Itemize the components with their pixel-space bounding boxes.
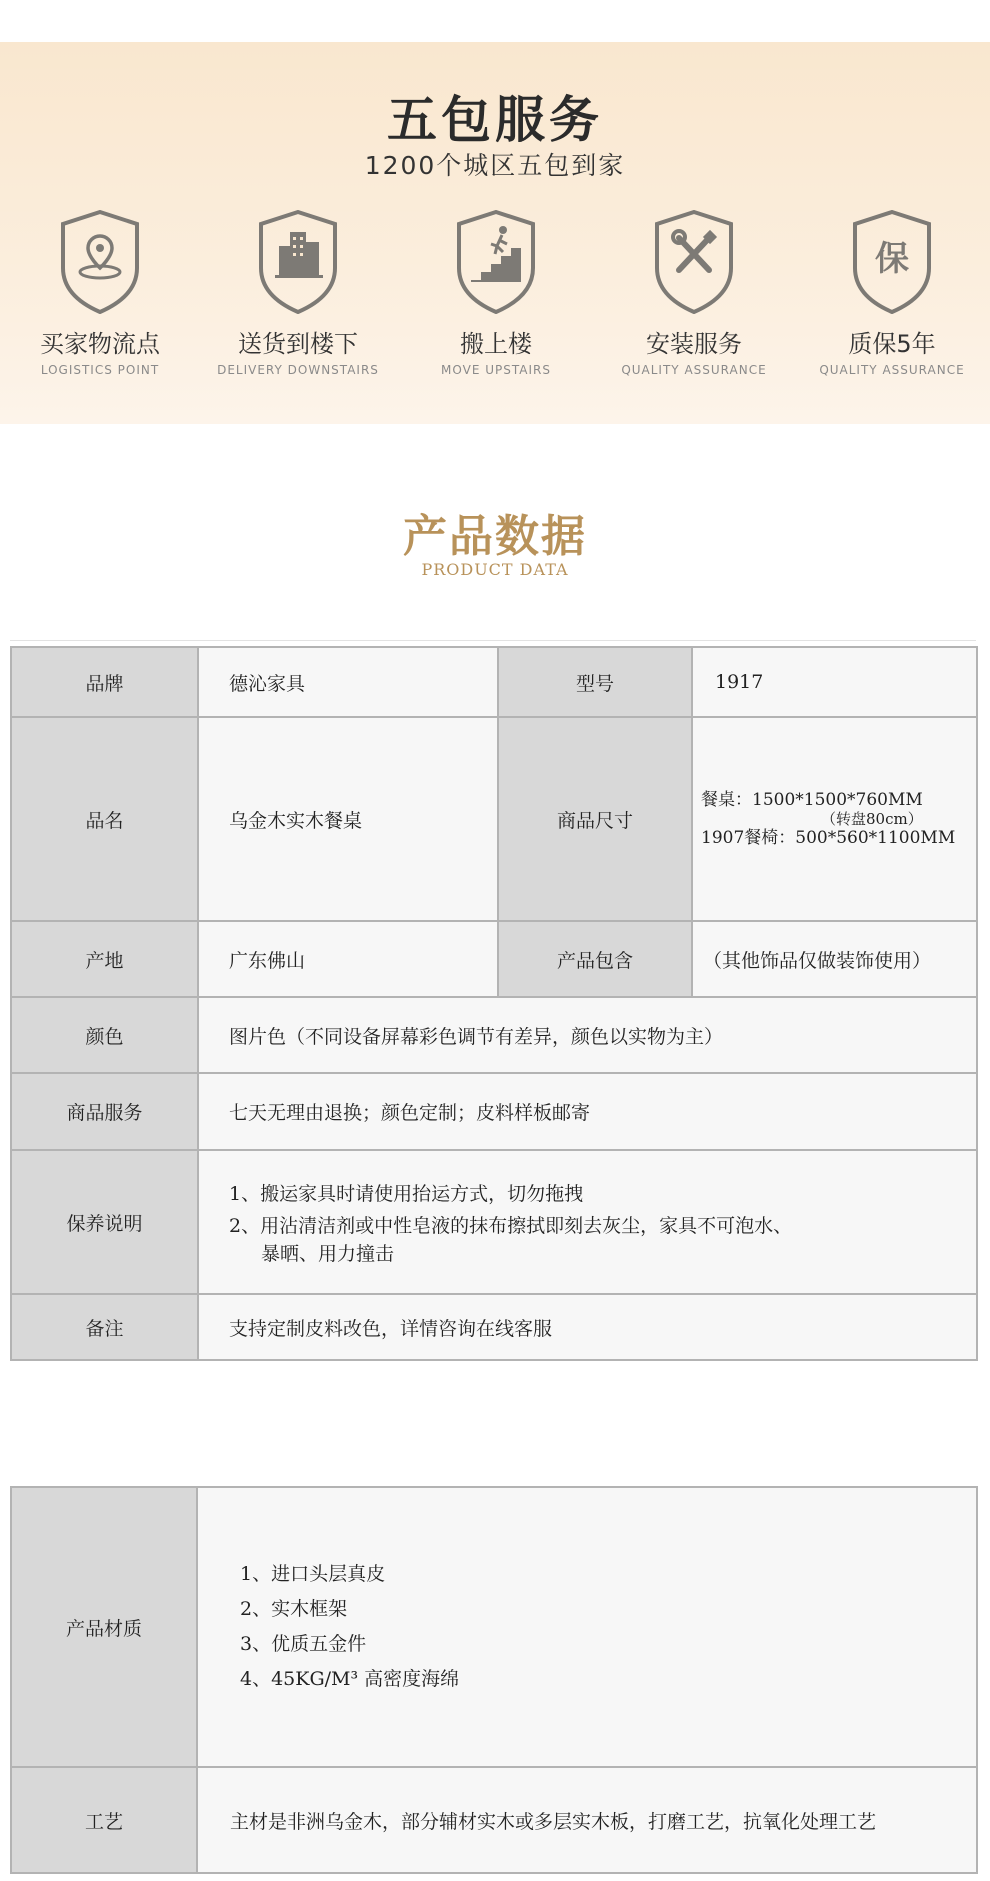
model-label: 型号	[498, 647, 692, 717]
service-label-en: QUALITY ASSURANCE	[819, 363, 965, 377]
size-line-chair: 1907餐椅：500*560*1100MM	[701, 828, 956, 848]
size-value	[692, 717, 977, 921]
product-data-title: 产品数据	[403, 511, 587, 562]
name-label: 品名	[11, 717, 198, 921]
service-label-en: DELIVERY DOWNSTAIRS	[217, 363, 379, 377]
name-value: 乌金木实木餐桌	[198, 717, 498, 921]
note-value: 支持定制皮料改色，详情咨询在线客服	[198, 1294, 977, 1360]
list-item: 2、实木框架	[240, 1598, 348, 1620]
table-row	[11, 1487, 977, 1767]
location-pin-icon	[59, 210, 141, 314]
service-subtitle: 1200个城区五包到家	[364, 151, 626, 180]
size-line-turntable: （转盘80cm）	[821, 810, 923, 828]
service-banner	[0, 42, 990, 424]
brand-value: 德沁家具	[198, 647, 498, 717]
care-label: 保养说明	[11, 1150, 198, 1294]
table-row	[11, 1073, 977, 1150]
table-row	[11, 1767, 977, 1873]
service-label-en: MOVE UPSTAIRS	[441, 363, 551, 377]
bao-character-icon	[851, 210, 933, 314]
brand-label: 品牌	[11, 647, 198, 717]
tools-icon	[653, 210, 735, 314]
service-item-install	[594, 210, 794, 377]
list-item: 1、进口头层真皮	[240, 1563, 386, 1585]
list-item-continuation: 暴晒、用力撞击	[261, 1242, 395, 1265]
spec-table	[10, 646, 978, 1361]
craft-value: 主材是非洲乌金木，部分辅材实木或多层实木板，打磨工艺，抗氧化处理工艺	[197, 1767, 977, 1873]
service-label-en: QUALITY ASSURANCE	[621, 363, 767, 377]
service-label: 送货到楼下	[238, 330, 358, 358]
service-value: 七天无理由退换；颜色定制；皮料样板邮寄	[198, 1073, 977, 1150]
list-item: 2、用沾清洁剂或中性皂液的抹布擦拭即刻去灰尘，家具不可泡水、	[229, 1214, 793, 1237]
care-list	[229, 1178, 976, 1267]
table-row	[11, 997, 977, 1073]
size-label: 商品尺寸	[498, 717, 692, 921]
service-label: 买家物流点	[40, 330, 160, 358]
table-row	[11, 921, 977, 997]
table-row	[11, 1294, 977, 1360]
origin-value: 广东佛山	[198, 921, 498, 997]
color-label: 颜色	[11, 997, 198, 1073]
divider	[10, 640, 976, 641]
service-item-logistics	[0, 210, 200, 377]
table-row	[11, 717, 977, 921]
service-label: 商品服务	[11, 1073, 198, 1150]
color-value: 图片色（不同设备屏幕彩色调节有差异，颜色以实物为主）	[198, 997, 977, 1073]
building-icon	[257, 210, 339, 314]
note-label: 备注	[11, 1294, 198, 1360]
material-value	[197, 1487, 977, 1767]
list-item: 3、优质五金件	[240, 1633, 367, 1655]
model-value: 1917	[692, 647, 977, 717]
package-label: 产品包含	[498, 921, 692, 997]
service-item-warranty	[792, 210, 990, 377]
list-item: 4、45KG/M³ 高密度海绵	[240, 1668, 460, 1690]
service-title: 五包服务	[387, 91, 603, 149]
service-label: 搬上楼	[460, 330, 532, 358]
material-list	[240, 1557, 976, 1697]
list-item	[229, 1241, 976, 1267]
list-item: 1、搬运家具时请使用抬运方式，切勿拖拽	[229, 1182, 584, 1205]
material-table	[10, 1486, 978, 1874]
table-row	[11, 1150, 977, 1294]
size-line-table: 餐桌：1500*1500*760MM	[701, 790, 923, 810]
bao-character: 保	[875, 239, 909, 279]
service-item-upstairs	[396, 210, 596, 377]
service-label: 安装服务	[646, 330, 742, 358]
product-data-subtitle: PRODUCT DATA	[421, 560, 569, 579]
table-row	[11, 647, 977, 717]
stairs-person-icon	[455, 210, 537, 314]
care-value	[198, 1150, 977, 1294]
service-label-en: LOGISTICS POINT	[40, 363, 160, 377]
service-item-delivery	[198, 210, 398, 377]
material-label: 产品材质	[11, 1487, 197, 1767]
origin-label: 产地	[11, 921, 198, 997]
package-value: （其他饰品仅做装饰使用）	[692, 921, 977, 997]
service-label: 质保5年	[848, 330, 936, 358]
craft-label: 工艺	[11, 1767, 197, 1873]
